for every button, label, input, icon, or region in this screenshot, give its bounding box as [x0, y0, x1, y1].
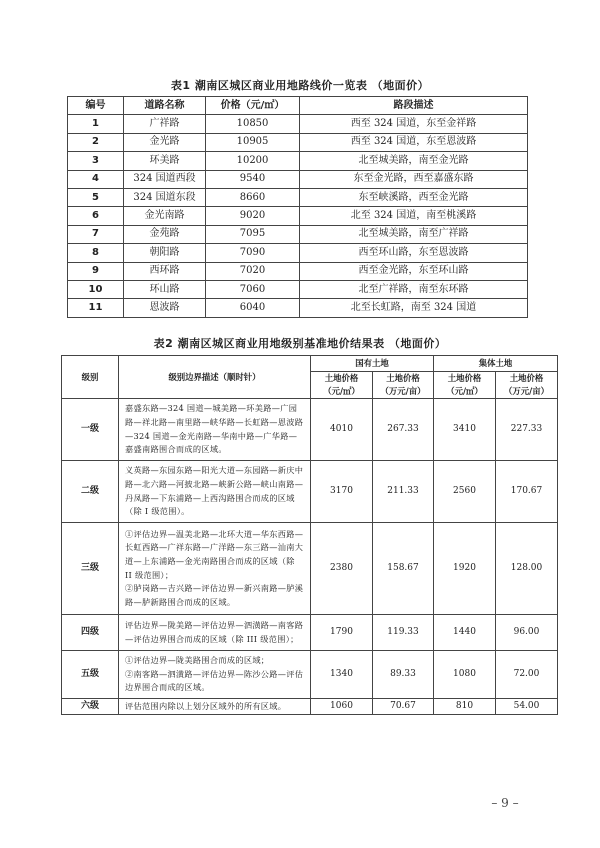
- collective-price-mu: 96.00: [496, 615, 558, 651]
- row-number: 6: [68, 207, 124, 225]
- collective-price-mu: 170.67: [496, 461, 558, 523]
- price-value: 7095: [206, 225, 300, 243]
- table2-title: 表2 潮南区城区商业用地级别基准地价结果表 （地面价）: [153, 337, 447, 350]
- road-name: 金光南路: [124, 207, 206, 225]
- table1-header-row: [68, 97, 528, 115]
- road-name: 环山路: [124, 280, 206, 298]
- segment-desc: 北至 324 国道，南至桃溪路: [300, 207, 528, 225]
- state-price-sqm: 1340: [311, 651, 373, 699]
- header-road-name: 道路名称: [124, 97, 206, 115]
- road-name: 金苑路: [124, 225, 206, 243]
- collective-price-mu: 54.00: [496, 699, 558, 715]
- header-number: 编号: [68, 97, 124, 115]
- boundary-paragraph: 评估范围内除以上划分区域外的所有区域。: [125, 700, 287, 711]
- table-row: [62, 615, 558, 651]
- road-name: 324 国道西段: [124, 170, 206, 188]
- row-number: 1: [68, 115, 124, 133]
- price-value: 10905: [206, 133, 300, 151]
- state-price-mu: 267.33: [373, 399, 434, 461]
- state-price-mu: 158.67: [373, 523, 434, 615]
- header-coll-price-mu: [496, 372, 558, 399]
- header-segment-desc: 路段描述: [300, 97, 528, 115]
- header-state-land: 国有土地: [311, 356, 434, 372]
- boundary-desc: [119, 699, 311, 715]
- state-price-sqm: 2380: [311, 523, 373, 615]
- boundary-paragraph: ①评估边界—陇美路围合而成的区域；: [125, 655, 270, 666]
- boundary-desc: [119, 523, 311, 615]
- table-row: [68, 244, 528, 262]
- table-row: [68, 115, 528, 133]
- price-value: 6040: [206, 299, 300, 317]
- collective-price-sqm: 810: [434, 699, 496, 715]
- state-price-sqm: 3170: [311, 461, 373, 523]
- collective-price-sqm: 3410: [434, 399, 496, 461]
- price-value: 10200: [206, 152, 300, 170]
- segment-desc: 北至长虹路，南至 324 国道: [300, 299, 528, 317]
- table-row: [68, 152, 528, 170]
- collective-price-mu: 227.33: [496, 399, 558, 461]
- collective-price-sqm: 1440: [434, 615, 496, 651]
- table-row: [68, 207, 528, 225]
- table-row: [62, 651, 558, 699]
- header-collective-land: 集体土地: [434, 356, 558, 372]
- collective-price-mu: 128.00: [496, 523, 558, 615]
- row-number: 9: [68, 262, 124, 280]
- state-price-mu: 119.33: [373, 615, 434, 651]
- boundary-paragraph: 义英路—东园东路—阳光大道—东园路—新庆中路—北六路—河披北路—峡新公路—峡山南路—丹凤路—下东浦路—上西沟路围合而成的区域（除 I 级范围）。: [125, 465, 304, 517]
- boundary-desc: [119, 461, 311, 523]
- segment-desc: 西至 324 国道，东至恩波路: [300, 133, 528, 151]
- table-row: [62, 523, 558, 615]
- table-row: [68, 280, 528, 298]
- table1-title: 表1 潮南区城区商业用地路线价一览表 （地面价）: [170, 79, 430, 92]
- segment-desc: 东至金光路，西至嘉盛东路: [300, 170, 528, 188]
- boundary-desc: [119, 615, 311, 651]
- level-label: 二级: [62, 461, 119, 523]
- row-number: 10: [68, 280, 124, 298]
- table-row: [62, 699, 558, 715]
- road-name: 朝阳路: [124, 244, 206, 262]
- table-row: [68, 188, 528, 206]
- header-state-price-mu: [373, 372, 434, 399]
- price-value: 10850: [206, 115, 300, 133]
- header-level: 级别: [62, 356, 119, 399]
- price-value: 9540: [206, 170, 300, 188]
- boundary-paragraph: ①评估边界—温美北路—北环大道—华东西路—长虹西路—广祥东路—广洋路—东三路—汕南大道—上东浦路—金光南路围合而成的区域（除 II 级范围）；: [125, 528, 304, 580]
- land-level-price-table: [61, 355, 558, 715]
- segment-desc: 北至城美路，南至金光路: [300, 152, 528, 170]
- table-row: [68, 262, 528, 280]
- row-number: 7: [68, 225, 124, 243]
- level-label: 一级: [62, 399, 119, 461]
- collective-price-sqm: 1080: [434, 651, 496, 699]
- row-number: 11: [68, 299, 124, 317]
- row-number: 8: [68, 244, 124, 262]
- table-row: [68, 133, 528, 151]
- boundary-paragraph: 嘉盛东路—324 国道—城美路—环美路—广园路—祥北路—南里路—峡华路—长虹路—恩波路—324 国道—金光南路—华南中路—广华路—嘉盛南路围合而成的区域。: [125, 403, 304, 455]
- table-row: [68, 299, 528, 317]
- table2-header-row-1: [62, 356, 558, 372]
- header-price: 价格（元/㎡）: [206, 97, 300, 115]
- segment-desc: 西至环山路，东至恩波路: [300, 244, 528, 262]
- segment-desc: 西至 324 国道，东至金祥路: [300, 115, 528, 133]
- boundary-paragraph: 评估边界—陇美路—评估边界—泗潢路—南客路—评估边界围合而成的区域（除 III 级范围）；: [125, 619, 304, 644]
- boundary-desc: [119, 651, 311, 699]
- road-name: 西环路: [124, 262, 206, 280]
- header-state-price-sqm: [311, 372, 373, 399]
- level-label: 五级: [62, 651, 119, 699]
- level-label: 六级: [62, 699, 119, 715]
- collective-price-sqm: 1920: [434, 523, 496, 615]
- header-text: 土地价格: [509, 373, 544, 383]
- level-label: 四级: [62, 615, 119, 651]
- table-row: [62, 399, 558, 461]
- header-unit: （万元/亩）: [380, 386, 426, 396]
- state-price-sqm: 4010: [311, 399, 373, 461]
- price-value: 7020: [206, 262, 300, 280]
- road-name: 恩波路: [124, 299, 206, 317]
- collective-price-mu: 72.00: [496, 651, 558, 699]
- table-row: [68, 225, 528, 243]
- level-label: 三级: [62, 523, 119, 615]
- header-text: 土地价格: [386, 373, 420, 383]
- segment-desc: 北至城美路，南至广祥路: [300, 225, 528, 243]
- header-coll-price-sqm: [434, 372, 496, 399]
- road-price-table: [67, 96, 528, 318]
- header-unit: （元/㎡）: [446, 386, 483, 396]
- segment-desc: 北至广祥路，南至东环路: [300, 280, 528, 298]
- row-number: 5: [68, 188, 124, 206]
- state-price-mu: 89.33: [373, 651, 434, 699]
- price-value: 7060: [206, 280, 300, 298]
- header-text: 土地价格: [447, 373, 482, 383]
- road-name: 金光路: [124, 133, 206, 151]
- header-text: 土地价格: [324, 373, 359, 383]
- row-number: 4: [68, 170, 124, 188]
- state-price-sqm: 1790: [311, 615, 373, 651]
- header-unit: （万元/亩）: [504, 386, 549, 396]
- state-price-sqm: 1060: [311, 699, 373, 715]
- table-row: [68, 170, 528, 188]
- state-price-mu: 211.33: [373, 461, 434, 523]
- header-boundary-desc: 级别边界描述（顺时针）: [119, 356, 311, 399]
- page-number: – 9 –: [491, 796, 519, 810]
- boundary-paragraph: ②胪岗路—吉兴路—评估边界—新兴南路—胪溪路—胪新路围合而成的区域。: [125, 583, 304, 607]
- price-value: 7090: [206, 244, 300, 262]
- row-number: 3: [68, 152, 124, 170]
- state-price-mu: 70.67: [373, 699, 434, 715]
- collective-price-sqm: 2560: [434, 461, 496, 523]
- boundary-desc: [119, 399, 311, 461]
- header-unit: （元/㎡）: [323, 386, 360, 396]
- segment-desc: 西至金光路，东至环山路: [300, 262, 528, 280]
- segment-desc: 东至峡溪路，西至金光路: [300, 188, 528, 206]
- road-name: 广祥路: [124, 115, 206, 133]
- row-number: 2: [68, 133, 124, 151]
- table-row: [62, 461, 558, 523]
- price-value: 9020: [206, 207, 300, 225]
- road-name: 环美路: [124, 152, 206, 170]
- boundary-paragraph: ②南客路—泗潢路—评估边界—陈沙公路—评估边界围合而成的区域。: [125, 668, 304, 693]
- price-value: 8660: [206, 188, 300, 206]
- road-name: 324 国道东段: [124, 188, 206, 206]
